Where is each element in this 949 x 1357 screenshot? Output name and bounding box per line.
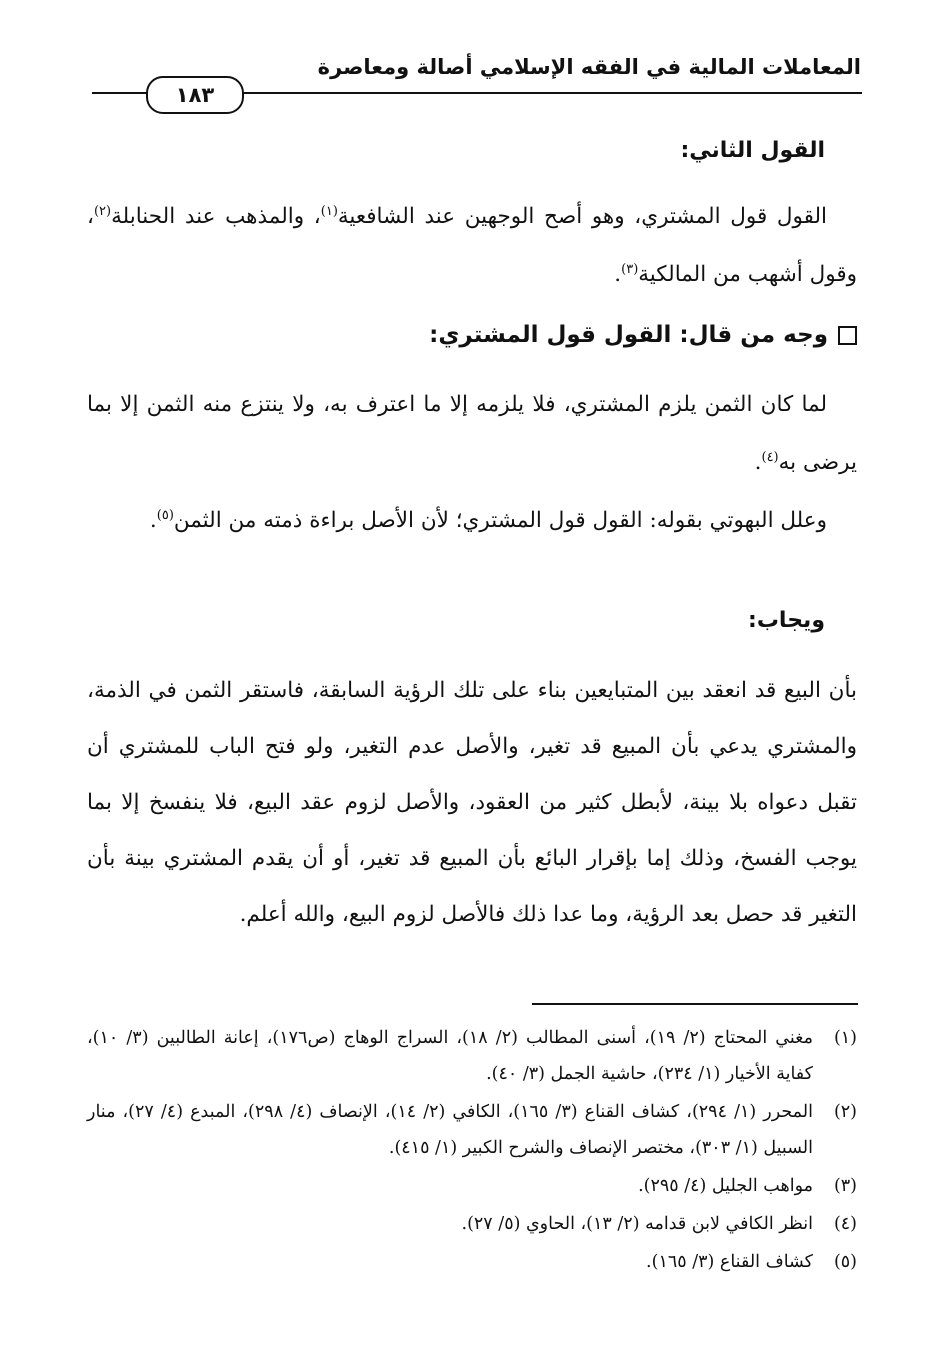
paragraph-bahuti [87,492,857,550]
square-bullet-icon [838,326,857,345]
footnote-text: مواهب الجليل (٤/ ٢٩٥). [638,1176,813,1196]
subheading-row [429,322,857,348]
footnote-text: مغني المحتاج (٢/ ١٩)، أسنى المطالب (٢/ ١٨)، السراج الوهاج (ص١٧٦)، إعانة الطالبين (٣/ ١٠)، كفاية الأخيار (١/ ٢٣٤)، حاشية الجمل (٣/ ٤٠). [87,1028,813,1084]
p2-text-a: لما كان الثمن يلزم المشتري، فلا يلزمه إلا ما اعترف به، ولا ينتزع منه الثمن إلا بما يرضى به [87,392,857,475]
page-number-text: ١٨٣ [175,83,215,107]
p3-text-b: . [149,508,157,533]
p1-text-c: ، وقول أشهب من المالكية [87,204,857,287]
footnote-ref-1: (١) [320,203,338,219]
footnote [87,1020,857,1092]
footnote-number: (١) [833,1028,857,1048]
subheading-argument: وجه من قال: القول قول المشتري: [429,322,828,348]
footnote-number: (٣) [833,1176,857,1196]
footnote [87,1244,857,1280]
footnotes [87,1020,857,1282]
heading-second-opinion: القول الثاني: [680,138,825,163]
paragraph-argument [87,376,857,492]
paragraph-opinion [87,188,857,304]
footnote-text: كشاف القناع (٣/ ١٦٥). [646,1252,813,1272]
footnote-ref-2: (٢) [93,203,112,219]
p1-text-d: . [614,262,622,287]
heading-answer: ويجاب: [748,608,825,633]
p1-text-a: القول قول المشتري، وهو أصح الوجهين عند الشافعية [337,204,828,229]
footnote-ref-4: (٤) [761,449,779,465]
footnote-number: (٢) [833,1102,857,1122]
p1-text-b: ، والمذهب عند الحنابلة [111,204,321,229]
p2-text-b: . [754,450,762,475]
footnote-text: انظر الكافي لابن قدامه (٢/ ١٣)، الحاوي (٥/ ٢٧). [461,1214,813,1234]
footnote [87,1094,857,1166]
page-number [146,76,244,114]
p3-text-a: وعلل البهوتي بقوله: القول قول المشتري؛ لأن الأصل براءة ذمته من الثمن [173,508,827,533]
footnote-text: المحرر (١/ ٢٩٤)، كشاف القناع (٣/ ١٦٥)، الكافي (٢/ ١٤)، الإنصاف (٤/ ٢٩٨)، المبدع (٤/ ٢٧)، منار السبيل (١/ ٣٠٣)، مختصر الإنصاف والشرح الكبير (١/ ٤١٥). [87,1102,813,1158]
paragraph-answer: بأن البيع قد انعقد بين المتبايعين بناء على تلك الرؤية السابقة، فاستقر الثمن في الذمة، والمشتري يدعي بأن المبيع قد تغير، والأصل عدم التغير، ولو فتح الباب للمشتري أن تقبل دعواه بلا بينة، لأبطل كثير من العقود، والأصل لزوم عقد البيع، فلا ينفسخ إلا بما يوجب الفسخ، وذلك إما بإقرار البائع بأن المبيع قد تغير، أو أن يقدم المشتري بينة بأن التغير قد حصل بعد الرؤية، وما عدا ذلك فالأصل لزوم البيع، والله أعلم. [87,678,857,927]
footnote-number: (٥) [833,1252,857,1272]
footnote-ref-3: (٣) [621,261,639,277]
footnote-number: (٤) [833,1214,857,1234]
running-title: المعاملات المالية في الفقه الإسلامي أصالة ومعاصرة [317,55,861,79]
footnote [87,1206,857,1242]
footnote-ref-5: (٥) [156,507,174,523]
footnote [87,1168,857,1204]
footnote-separator [532,1003,858,1005]
